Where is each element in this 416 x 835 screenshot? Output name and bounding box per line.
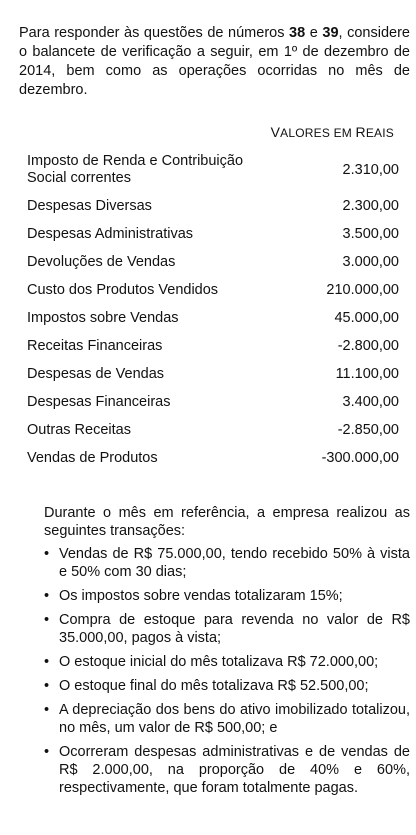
list-item <box>44 743 410 797</box>
row-value: 210.000,00 <box>326 282 399 298</box>
row-value: 3.000,00 <box>342 254 399 270</box>
list-item <box>44 701 410 737</box>
row-value: 11.100,00 <box>335 366 399 382</box>
list-item-text: A depreciação dos bens do ativo imobilizado totalizou, no mês, um valor de R$ 500,00; e <box>59 702 410 736</box>
transactions-lead: Durante o mês em referência, a empresa realizou as seguintes transações: <box>44 505 410 539</box>
row-label: Devoluções de Vendas <box>27 254 176 270</box>
table-row <box>27 416 399 444</box>
row-label: Impostos sobre Vendas <box>27 310 179 326</box>
transactions-list <box>44 545 410 797</box>
row-value: 2.300,00 <box>342 198 399 214</box>
bullet-icon: • <box>44 702 50 718</box>
trial-balance-table <box>27 148 399 472</box>
bullet-icon: • <box>44 588 50 604</box>
row-value: 45.000,00 <box>334 310 399 326</box>
row-label: Despesas Administrativas <box>27 226 194 242</box>
row-value: 3.400,00 <box>342 394 399 410</box>
list-item <box>44 611 410 647</box>
table-row <box>27 444 399 472</box>
intro-text-3: , considere o balancete de verificação a seguir, em 1º de dezembro de 2014, bem como as operações ocorridas no mês de dezembro. <box>19 25 410 98</box>
list-item-text: Ocorreram despesas administrativas e de vendas de R$ 2.000,00, na proporção de 40% e 60%, respectivamente, que foram totalmente pagas. <box>59 744 410 796</box>
list-item <box>44 587 410 605</box>
bullet-icon: • <box>44 654 50 670</box>
table-row <box>27 248 399 276</box>
row-label: Despesas Diversas <box>27 198 152 214</box>
row-value: -2.800,00 <box>337 338 399 354</box>
bullet-icon: • <box>44 744 50 760</box>
row-value: -2.850,00 <box>337 422 399 438</box>
list-item-text: O estoque final do mês totalizava R$ 52.500,00; <box>59 678 369 694</box>
list-item-text: Vendas de R$ 75.000,00, tendo recebido 50% à vista e 50% com 30 dias; <box>59 546 410 580</box>
bullet-icon: • <box>44 678 50 694</box>
bullet-icon: • <box>44 612 50 628</box>
intro-text-1: Para responder às questões de números <box>19 25 290 41</box>
list-item-text: O estoque inicial do mês totalizava R$ 72.000,00; <box>59 654 379 670</box>
row-label: Despesas de Vendas <box>27 366 165 382</box>
row-label: Despesas Financeiras <box>27 394 171 410</box>
bullet-icon: • <box>44 546 50 562</box>
table-row <box>27 388 399 416</box>
transactions-section <box>44 504 410 803</box>
intro-text-2: e <box>305 25 323 41</box>
question-number-38: 38 <box>289 25 306 41</box>
table-row <box>27 220 399 248</box>
values-column-header: VALORES EM REAIS <box>270 124 394 140</box>
row-value: 3.500,00 <box>342 226 399 242</box>
list-item <box>44 545 410 581</box>
table-row <box>27 192 399 220</box>
table-row <box>27 276 399 304</box>
row-value: -300.000,00 <box>321 450 399 466</box>
row-label: Imposto de Renda e Contribuição Social correntes <box>27 153 244 186</box>
row-label: Vendas de Produtos <box>27 450 158 466</box>
list-item <box>44 677 410 695</box>
question-number-39: 39 <box>322 25 339 41</box>
table-row <box>27 332 399 360</box>
list-item-text: Compra de estoque para revenda no valor de R$ 35.000,00, pagos à vista; <box>59 612 410 646</box>
table-row <box>27 304 399 332</box>
row-label: Outras Receitas <box>27 422 131 438</box>
list-item <box>44 653 410 671</box>
table-row <box>27 360 399 388</box>
list-item-text: Os impostos sobre vendas totalizaram 15%; <box>59 588 343 604</box>
row-label: Custo dos Produtos Vendidos <box>27 282 219 298</box>
intro-paragraph <box>19 24 410 100</box>
table-row <box>27 148 399 192</box>
row-value: 2.310,00 <box>342 161 399 178</box>
row-label: Receitas Financeiras <box>27 338 163 354</box>
